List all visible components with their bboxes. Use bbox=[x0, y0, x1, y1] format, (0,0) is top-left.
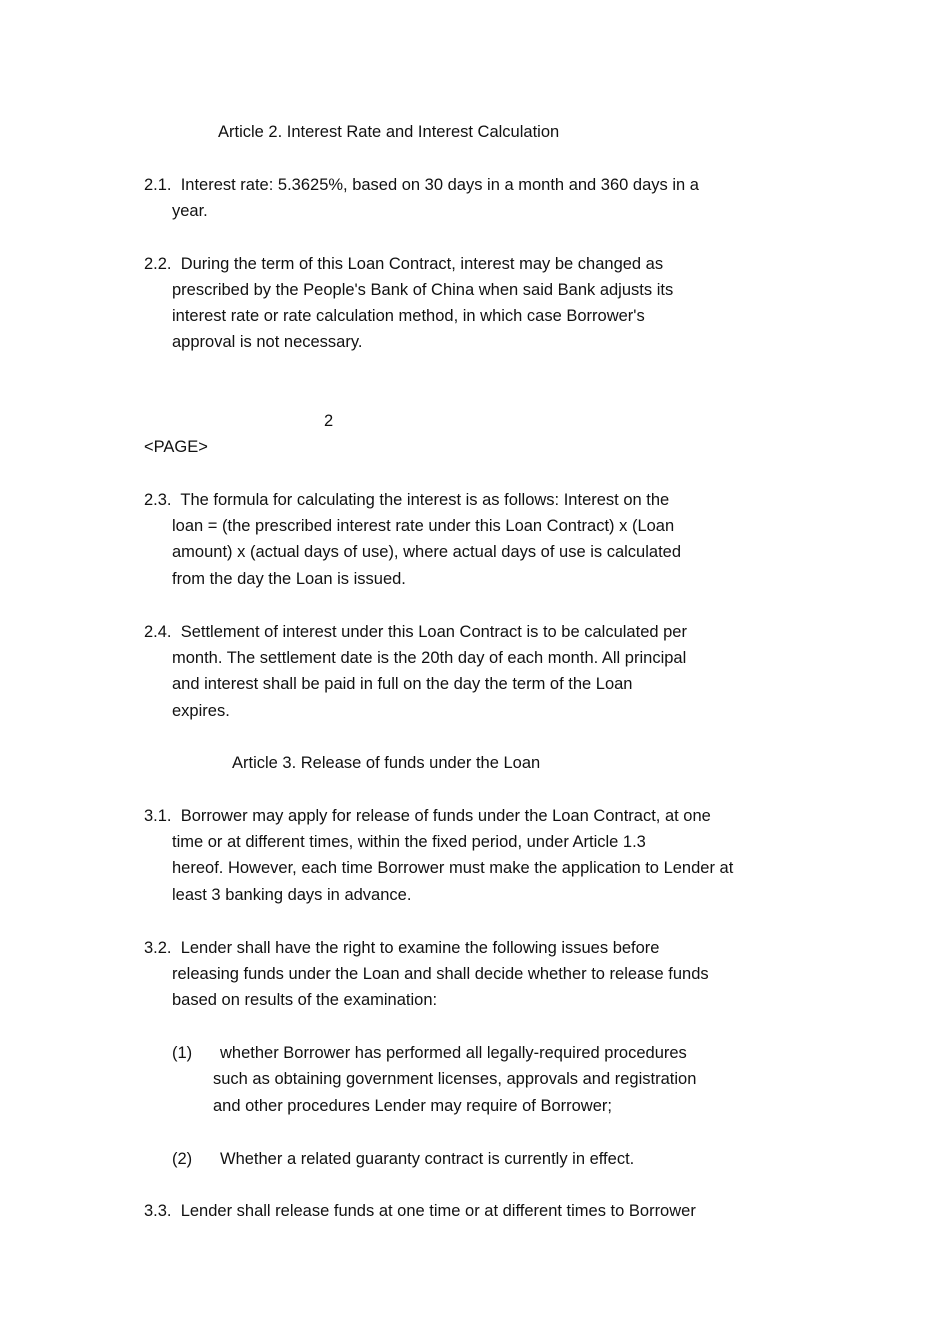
section-2-3-line-1: 2.3. The formula for calculating the interest is as follows: Interest on the bbox=[144, 491, 670, 509]
section-3-1-line-4: least 3 banking days in advance. bbox=[172, 886, 412, 904]
section-2-2-line-3: interest rate or rate calculation method, in which case Borrower's bbox=[172, 307, 645, 325]
section-3-1-line-3: hereof. However, each time Borrower must make the application to Lender at bbox=[172, 859, 734, 877]
section-2-4-line-3: and interest shall be paid in full on the day the term of the Loan bbox=[172, 675, 633, 693]
item-2-line-1: Whether a related guaranty contract is currently in effect. bbox=[220, 1150, 635, 1168]
section-3-3-line-1: 3.3. Lender shall release funds at one time or at different times to Borrower bbox=[144, 1202, 696, 1220]
item-1-line-2: such as obtaining government licenses, approvals and registration bbox=[213, 1070, 697, 1088]
item-1-marker: (1) bbox=[172, 1044, 193, 1062]
section-3-2-line-3: based on results of the examination: bbox=[172, 991, 438, 1009]
section-2-2-line-4: approval is not necessary. bbox=[172, 333, 363, 351]
section-2-3-line-2: loan = (the prescribed interest rate under this Loan Contract) x (Loan bbox=[172, 517, 675, 535]
section-2-1-line-1: 2.1. Interest rate: 5.3625%, based on 30 days in a month and 360 days in a bbox=[144, 176, 699, 194]
section-3-1-line-1: 3.1. Borrower may apply for release of funds under the Loan Contract, at one bbox=[144, 807, 711, 825]
article-2-heading: Article 2. Interest Rate and Interest Calculation bbox=[218, 123, 560, 141]
page-number: 2 bbox=[324, 412, 334, 430]
section-3-1-line-2: time or at different times, within the fixed period, under Article 1.3 bbox=[172, 833, 646, 851]
item-1-line-3: and other procedures Lender may require of Borrower; bbox=[213, 1097, 612, 1115]
section-2-2-line-2: prescribed by the People's Bank of China when said Bank adjusts its bbox=[172, 281, 674, 299]
section-2-1-line-2: year. bbox=[172, 202, 208, 220]
section-3-2-line-2: releasing funds under the Loan and shall decide whether to release funds bbox=[172, 965, 709, 983]
section-3-2-line-1: 3.2. Lender shall have the right to examine the following issues before bbox=[144, 939, 660, 957]
section-2-2-line-1: 2.2. During the term of this Loan Contract, interest may be changed as bbox=[144, 255, 664, 273]
section-2-4-line-4: expires. bbox=[172, 702, 230, 720]
item-1-line-1: whether Borrower has performed all legally-required procedures bbox=[220, 1044, 687, 1062]
article-3-heading: Article 3. Release of funds under the Loan bbox=[232, 754, 541, 772]
section-2-4-line-1: 2.4. Settlement of interest under this Loan Contract is to be calculated per bbox=[144, 623, 687, 641]
section-2-3-line-4: from the day the Loan is issued. bbox=[172, 570, 406, 588]
section-2-3-line-3: amount) x (actual days of use), where actual days of use is calculated bbox=[172, 543, 682, 561]
page-marker: <PAGE> bbox=[144, 438, 208, 456]
item-2-marker: (2) bbox=[172, 1150, 193, 1168]
section-2-4-line-2: month. The settlement date is the 20th day of each month. All principal bbox=[172, 649, 687, 667]
